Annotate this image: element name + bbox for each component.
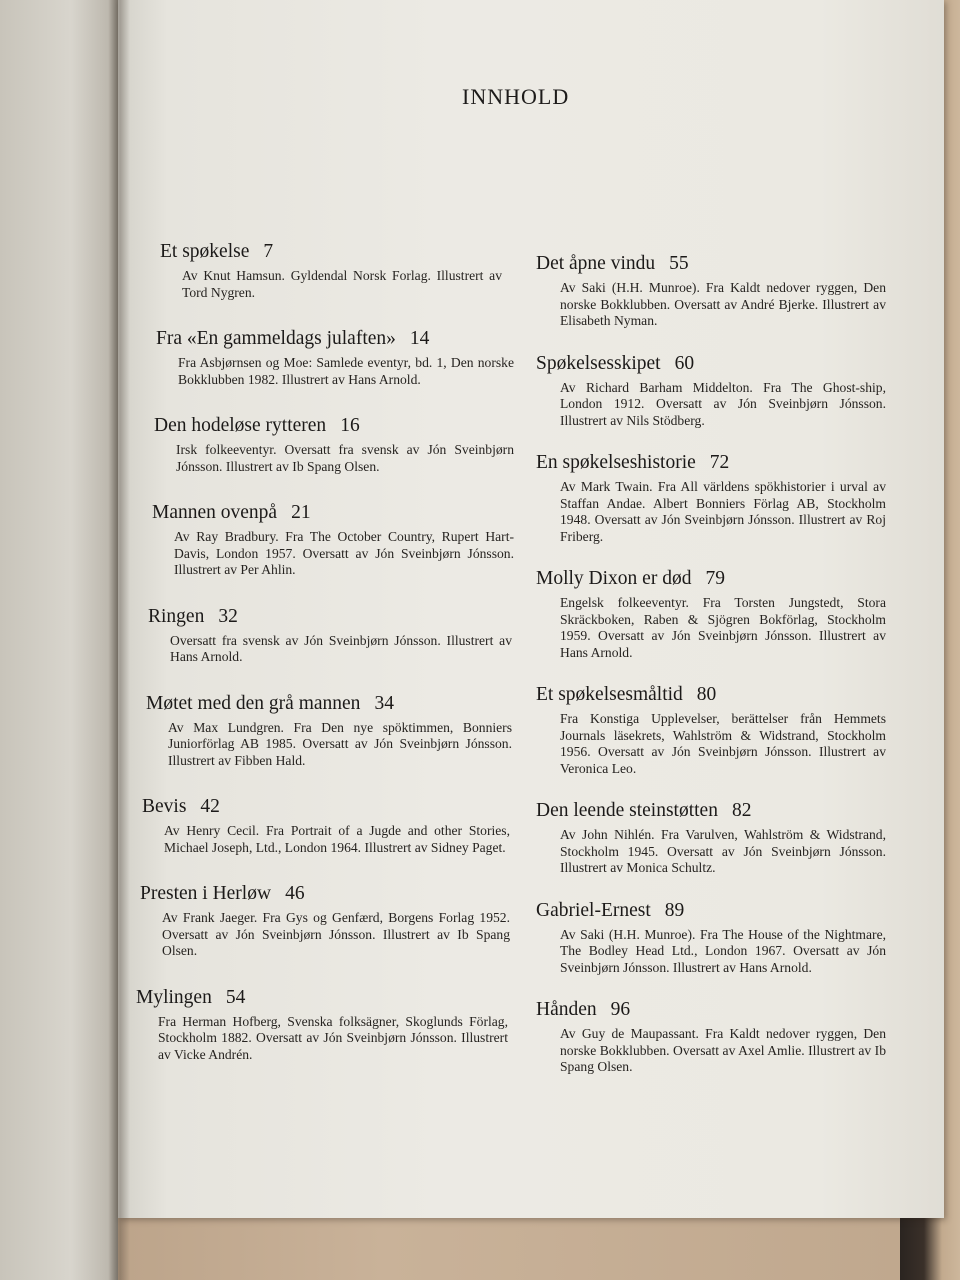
entry-description: Av Saki (H.H. Munroe). Fra Kaldt nedover ryggen, Den norske Bokklubben. Oversatt av André Bjerke. Illustrert av Elisabeth Nyman. — [560, 280, 886, 328]
entry-description: Engelsk folkeeventyr. Fra Torsten Jungstedt, Stora Skräckboken, Raben & Sjögren Bokförlag, Stockholm 1959. Oversatt av Jón Sveinbjørn Jónsson. Illustrert av Hans Arnold. — [560, 595, 886, 660]
toc-entry — [154, 414, 514, 475]
toc-entry — [148, 605, 510, 666]
entry-description: Av John Nihlén. Fra Varulven, Wahlström & Widstrand, Stockholm 1945. Oversatt av Jón Sveinbjørn Jónsson. Illustrert av Monica Schultz. — [560, 827, 886, 875]
entry-description: Av Max Lundgren. Fra Den nye spöktimmen, Bonniers Juniorförlag AB 1985. Oversatt av Jón Sveinbjørn Jónsson. Illustrert av Fibben Hald. — [168, 719, 512, 768]
entry-title: Den hodeløse rytteren — [154, 415, 327, 436]
previous-page-edge — [0, 0, 118, 1280]
toc-entry — [536, 352, 906, 430]
toc-entry — [142, 795, 510, 856]
entry-description: Av Guy de Maupassant. Fra Kaldt nedover ryggen, Den norske Bokklubben. Oversatt av Axel Amlie. Illustrert av Ib Spang Olsen. — [560, 1026, 886, 1074]
entry-description: Fra Herman Hofberg, Svenska folksägner, Skoglunds Förlag, Stockholm 1882. Oversatt av Jón Sveinbjørn Jónsson. Illustrert av Vicke Andrén. — [158, 1013, 508, 1062]
entry-page-number: 79 — [705, 568, 725, 589]
toc-entry — [536, 567, 906, 661]
toc-entry — [536, 252, 906, 330]
toc-right-column — [536, 252, 906, 1076]
entry-page-number: 14 — [409, 328, 430, 349]
entry-title: Et spøkelsesmåltid — [536, 684, 683, 705]
toc-entry — [536, 799, 906, 877]
entry-description: Av Henry Cecil. Fra Portrait of a Jugde and other Stories, Michael Joseph, Ltd., London 1964. Illustrert av Sidney Paget. — [164, 823, 510, 855]
toc-entry — [140, 882, 510, 960]
toc-entry — [536, 899, 906, 977]
toc-entry — [160, 240, 510, 301]
entry-page-number: 42 — [200, 796, 220, 817]
entry-page-number: 21 — [291, 502, 311, 523]
entry-title: Ringen — [148, 605, 205, 627]
entry-title: Bevis — [142, 796, 187, 817]
entry-page-number: 16 — [340, 415, 360, 436]
entry-page-number: 54 — [225, 986, 246, 1008]
entry-description: Av Knut Hamsun. Gyldendal Norsk Forlag. Illustrert av Tord Nygren. — [182, 268, 502, 300]
entry-description: Av Ray Bradbury. Fra The October Country, Rupert Hart-Davis, London 1957. Oversatt av Jón Sveinbjørn Jónsson. Illustrert av Per Ahlin. — [174, 529, 514, 577]
entry-title: Mylingen — [136, 986, 212, 1008]
toc-entry — [146, 692, 510, 770]
toc-left-column — [136, 240, 514, 1063]
entry-description: Av Richard Barham Middelton. Fra The Ghost-ship, London 1912. Oversatt av Jón Sveinbjørn Jónsson. Illustrert av Nils Stödberg. — [560, 379, 886, 428]
entry-description: Av Mark Twain. Fra All världens spökhistorier i urval av Staffan Andae. Albert Bonniers Förlag AB, Stockholm 1948. Oversatt av Jón Sveinbjørn Jónsson. Illustrert av Roj Friberg. — [560, 479, 886, 544]
spine-shadow — [108, 0, 130, 1280]
entry-page-number: 80 — [696, 684, 717, 705]
toc-entry — [156, 327, 514, 388]
entry-page-number: 60 — [674, 352, 695, 374]
entry-page-number: 96 — [610, 999, 631, 1020]
entry-page-number: 82 — [731, 800, 752, 821]
toc-entry — [536, 683, 906, 777]
entry-page-number: 32 — [218, 605, 238, 627]
page-title: INNHOLD — [462, 84, 570, 109]
entry-title: Presten i Herløw — [140, 883, 272, 904]
entry-description: Irsk folkeeventyr. Oversatt fra svensk av Jón Sveinbjørn Jónsson. Illustrert av Ib Spang Olsen. — [176, 442, 514, 474]
entry-title: Mannen ovenpå — [152, 502, 278, 523]
entry-page-number: 7 — [263, 241, 274, 262]
entry-title: Et spøkelse — [160, 241, 250, 262]
entry-title: Spøkelsesskipet — [536, 352, 661, 374]
entry-title: Gabriel-Ernest — [536, 899, 651, 921]
entry-page-number: 89 — [664, 899, 685, 921]
entry-title: Fra «En gammeldags julaften» — [156, 328, 396, 349]
entry-page-number: 46 — [285, 883, 305, 904]
entry-title: Molly Dixon er død — [536, 568, 692, 589]
toc-entry — [136, 986, 510, 1064]
entry-title: En spøkelseshistorie — [536, 452, 696, 473]
toc-entry — [536, 998, 906, 1076]
entry-title: Den leende steinstøtten — [536, 800, 718, 821]
entry-title: Hånden — [536, 999, 597, 1020]
entry-title: Det åpne vindu — [536, 253, 656, 274]
entry-description: Oversatt fra svensk av Jón Sveinbjørn Jónsson. Illustrert av Hans Arnold. — [170, 632, 512, 664]
entry-description: Av Frank Jaeger. Fra Gys og Genfærd, Borgens Forlag 1952. Oversatt av Jón Sveinbjørn Jónsson. Illustrert av Ib Spang Olsen. — [162, 910, 510, 958]
entry-page-number: 55 — [669, 253, 689, 274]
entry-description: Fra Asbjørnsen og Moe: Samlede eventyr, bd. 1, Den norske Bokklubben 1982. Illustrert av Hans Arnold. — [178, 355, 514, 387]
entry-title: Møtet med den grå mannen — [146, 692, 361, 714]
toc-entry — [536, 451, 906, 545]
entry-page-number: 34 — [374, 692, 394, 714]
entry-page-number: 72 — [709, 452, 730, 473]
entry-description: Fra Konstiga Upplevelser, berättelser från Hemmets Journals läsekrets, Wahlström & Widstrand, Stockholm 1956. Oversatt av Jón Sveinbjørn Jónsson. Illustrert av Veronica Leo. — [560, 711, 886, 776]
entry-description: Av Saki (H.H. Munroe). Fra The House of the Nightmare, The Bodley Head Ltd., London 1967. Oversatt av Jón Sveinbjørn Jónsson. Illustrert av Hans Arnold. — [560, 926, 886, 975]
toc-entry — [152, 501, 514, 579]
